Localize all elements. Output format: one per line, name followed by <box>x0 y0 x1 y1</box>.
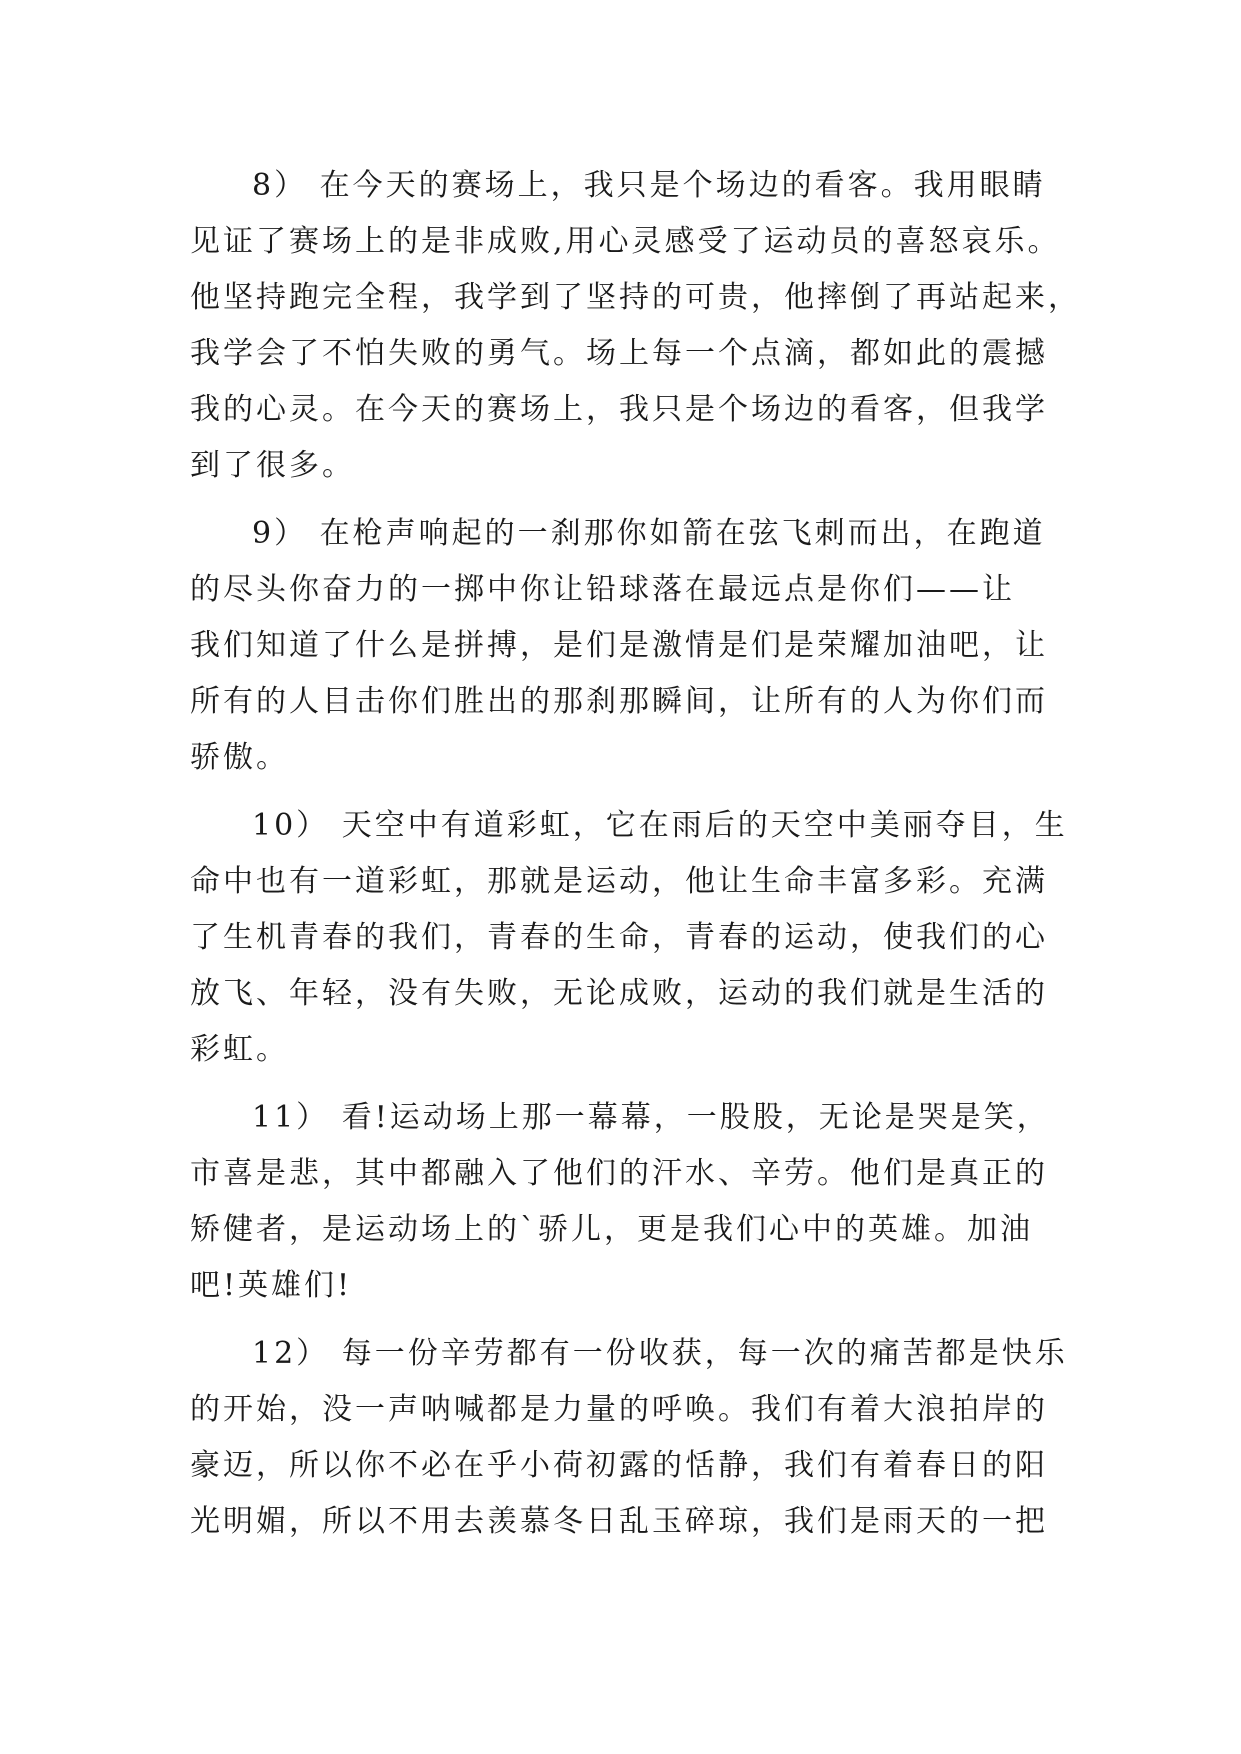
text-line: 我的心灵。在今天的赛场上，我只是个场边的看客，但我学 <box>190 392 1048 427</box>
text-line: 的开始，没一声呐喊都是力量的呼唤。我们有着大浪拍岸的 <box>190 1392 1048 1427</box>
text-line: 放飞、年轻，没有失败，无论成败，运动的我们就是生活的 <box>190 976 1048 1011</box>
text-line: 到了很多。 <box>190 448 355 483</box>
text-line: 12） 每一份辛劳都有一份收获，每一次的痛苦都是快乐 <box>252 1336 1068 1371</box>
text-line: 9） 在枪声响起的一刹那你如箭在弦飞刺而出，在跑道 <box>252 516 1046 551</box>
text-line: 了生机青春的我们，青春的生命，青春的运动，使我们的心 <box>190 920 1048 955</box>
text-line: 8） 在今天的赛场上，我只是个场边的看客。我用眼睛 <box>252 168 1046 203</box>
text-line: 光明媚，所以不用去羡慕冬日乱玉碎琼，我们是雨天的一把 <box>190 1504 1048 1539</box>
text-line: 见证了赛场上的是非成败,用心灵感受了运动员的喜怒哀乐。 <box>190 224 1061 259</box>
text-line: 10） 天空中有道彩虹，它在雨后的天空中美丽夺目，生 <box>252 808 1068 843</box>
text-line: 骄傲。 <box>190 740 289 775</box>
text-line: 他坚持跑完全程，我学到了坚持的可贵，他摔倒了再站起来， <box>190 280 1081 315</box>
text-line: 我们知道了什么是拼搏，是们是激情是们是荣耀加油吧，让 <box>190 628 1048 663</box>
text-line: 命中也有一道彩虹，那就是运动，他让生命丰富多彩。充满 <box>190 864 1048 899</box>
text-line: 市喜是悲，其中都融入了他们的汗水、辛劳。他们是真正的 <box>190 1156 1048 1191</box>
text-line: 11） 看!运动场上那一幕幕，一股股，无论是哭是笑， <box>252 1100 1050 1135</box>
text-line: 所有的人目击你们胜出的那刹那瞬间，让所有的人为你们而 <box>190 684 1048 719</box>
text-line: 彩虹。 <box>190 1032 289 1067</box>
text-line: 的尽头你奋力的一掷中你让铅球落在最远点是你们——让 <box>190 572 1015 607</box>
text-line: 豪迈，所以你不必在乎小荷初露的恬静，我们有着春日的阳 <box>190 1448 1048 1483</box>
text-line: 吧!英雄们! <box>190 1268 353 1303</box>
text-line: 矫健者，是运动场上的`骄儿，更是我们心中的英雄。加油 <box>190 1212 1033 1247</box>
text-line: 我学会了不怕失败的勇气。场上每一个点滴，都如此的震撼 <box>190 336 1048 371</box>
